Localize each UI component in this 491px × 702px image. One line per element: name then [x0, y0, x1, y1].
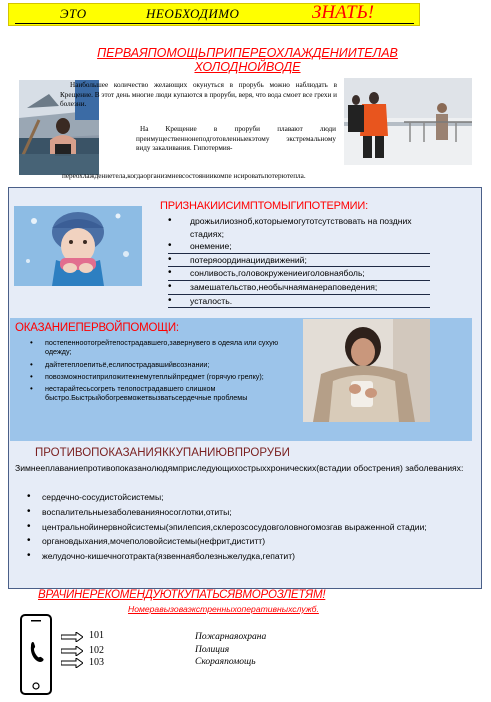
intro-paragraph-1: Наибольшее количество желающих окунуться в прорубь можно наблюдать в Крещение. В этот день многие люди купаются в проруби, веря, что вода смоет все грехи и болезни.	[60, 81, 337, 109]
emergency-service: Полиция	[195, 645, 230, 655]
photo-rescuers-on-ice	[344, 78, 472, 165]
arrow-right-icon	[61, 632, 83, 642]
symptoms-title: ПРИЗНАКИИСИМПТОМЫГИПОТЕРМИИ:	[160, 200, 368, 212]
symptom-item: • усталость.	[168, 295, 430, 309]
first-aid-item: • постепенноотогрейтепострадавшего,завернувего в одеяла или сухую одежду;	[30, 338, 292, 357]
photo-woman-in-blanket	[303, 319, 430, 422]
contraindication-item: • желудочно-кишечноготракта(язвеннаяболезньжелудка,гепатит)	[27, 550, 437, 562]
emergency-service: Пожарнаяохрана	[195, 632, 267, 642]
contraindication-item: • воспалительныезаболеванияносоглотки,отиты;	[27, 506, 437, 518]
arrow-right-icon	[61, 646, 83, 656]
symptoms-list	[168, 215, 430, 308]
symptom-item: • сонливость,головокружениеиголовнаяболь;	[168, 267, 430, 281]
symptom-item: • онемение;	[168, 240, 430, 254]
intro-paragraph-3: переохлаждениетела,когдаорганизмневсостояниикомпе нсироватьпотерютепла.	[62, 172, 306, 180]
warning-text: ВРАЧИНЕРЕКОМЕНДУЮТКУПАТЬСЯВМОРОЗЛЕТЯМ!	[38, 589, 326, 601]
contraindications-title: ПРОТИВОПОКАЗАНИЯККУПАНИЮВПРОРУБИ	[35, 447, 290, 459]
contraindications-intro: Зимнееплаваниепротивопоказанолюдямприследующихострыххронических(встадии обострения) заболеваниях:	[15, 463, 464, 473]
emergency-number: 103	[89, 657, 104, 668]
first-aid-item: • дайтетеплоепитьё,еслипострадавшийвсознании;	[30, 360, 292, 369]
contraindication-item: • центральнойинервнойсистемы(эпилепсия,склерозсосудовголовногомозгав выраженной стадии;	[27, 521, 437, 533]
emergency-service: Скораяпомощь	[195, 657, 256, 667]
first-aid-item: • нестарайтесьсогреть телопострадавшего слишком быстро.Быстрыйобогревможетвызватьсердечные проблемы	[30, 384, 292, 403]
emergency-number: 101	[89, 630, 104, 641]
symptom-item: • замешательство,необычнаяманераповедения;	[168, 281, 430, 295]
contraindications-list	[27, 491, 437, 565]
arrow-right-icon	[61, 658, 83, 668]
header-underline	[15, 23, 414, 24]
contraindication-item: • сердечно-сосудистойсистемы;	[27, 491, 437, 503]
emergency-numbers-title: Номеравызоваэкстренныхоперативныхслужб.	[128, 604, 319, 614]
header-word-neobkhodimo: НЕОБХОДИМО	[146, 6, 240, 21]
contraindication-item: • органовдыхания,мочеполовойсистемы(нефрит,диститт)	[27, 535, 437, 547]
first-aid-list	[30, 338, 292, 406]
emergency-number: 102	[89, 645, 104, 656]
page-title: ПЕРВАЯПОМОЩЬПРИПЕРЕОХЛАЖДЕНИИТЕЛАВ ХОЛОДНОЙВОДЕ	[97, 46, 398, 74]
header-word-znat: ЗНАТЬ!	[312, 2, 375, 23]
photo-cold-child	[14, 206, 142, 286]
phone-icon	[20, 614, 52, 695]
intro-paragraph-2: На Крещение в проруби плавают люди преимущественнонеподготовленныекэтому экстремальному виду закаливания. Гипотермия-	[136, 125, 336, 153]
first-aid-title: ОКАЗАНИЕПЕРВОЙПОМОЩИ:	[15, 322, 179, 334]
first-aid-item: • повозможностиприложитекнемутеплыйпредмет (горячую грелку);	[30, 372, 292, 381]
header-word-eto: ЭТО	[60, 6, 87, 21]
symptom-item: • дрожьилиозноб,которыемогутотсутствовать на поздних стадиях;	[168, 215, 430, 240]
symptom-item: • потеряоординациидвижений;	[168, 254, 430, 268]
